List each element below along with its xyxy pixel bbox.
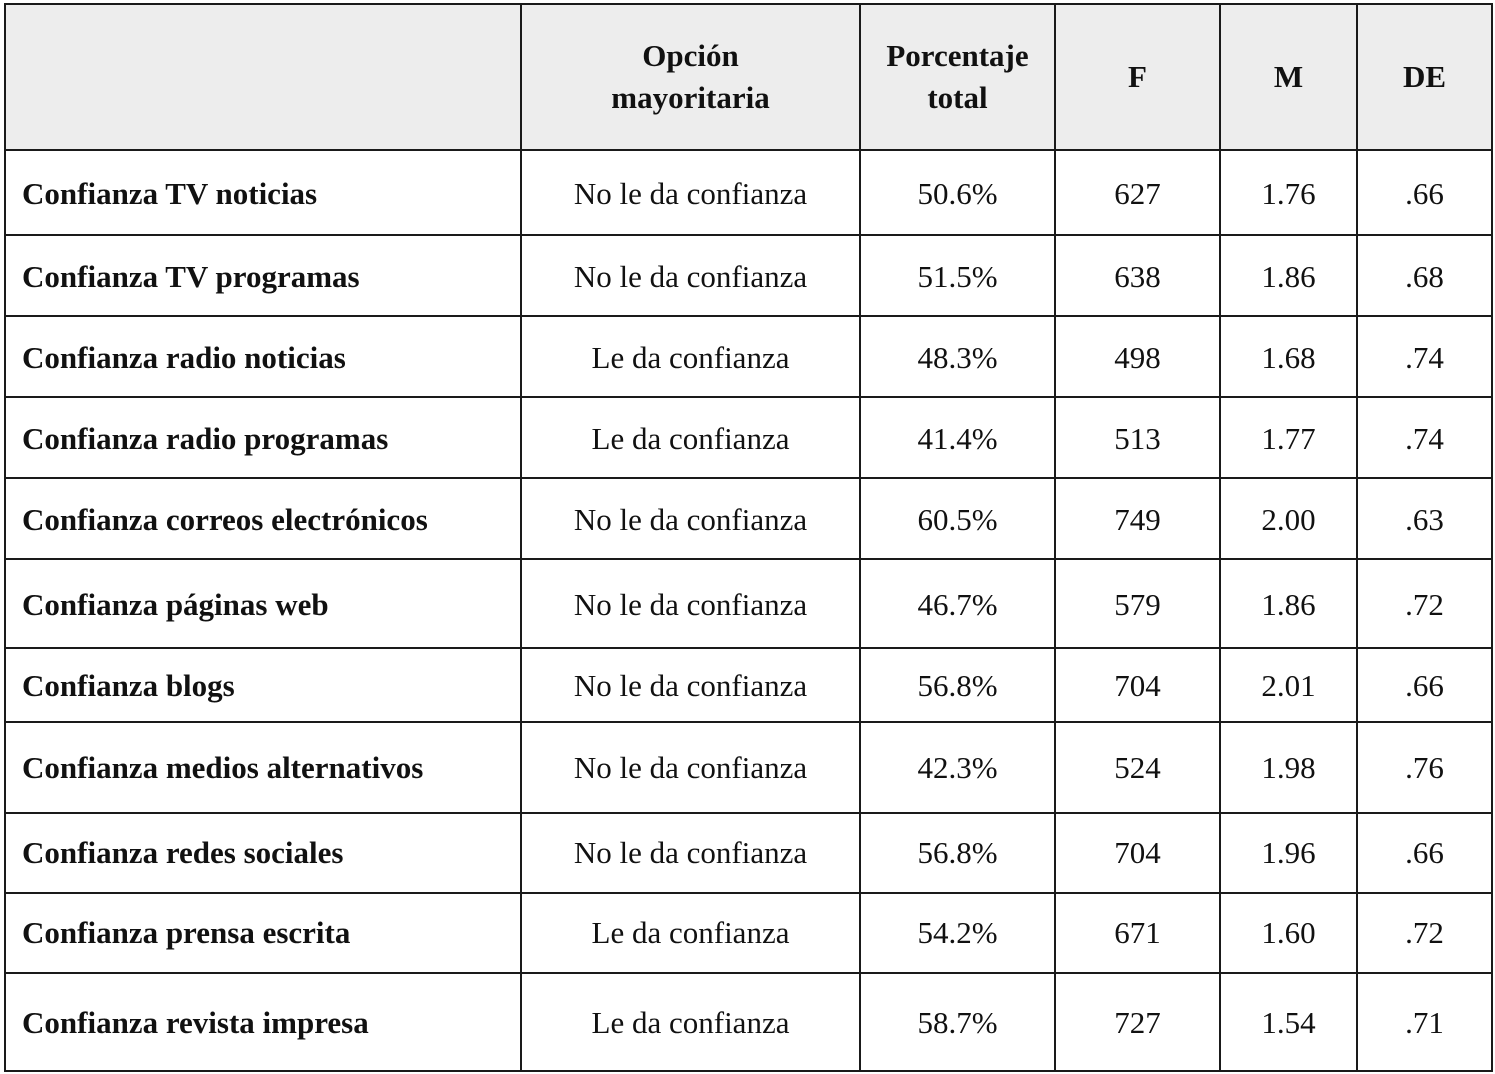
cell-de: .66 [1357,150,1492,235]
row-label: Confianza prensa escrita [5,893,521,973]
cell-f: 638 [1055,235,1220,316]
cell-de: .66 [1357,648,1492,722]
row-label: Confianza TV noticias [5,150,521,235]
cell-porcentaje: 54.2% [860,893,1055,973]
row-label: Confianza medios alternativos [5,722,521,813]
row-label: Confianza revista impresa [5,973,521,1071]
cell-m: 1.76 [1220,150,1357,235]
cell-m: 1.86 [1220,559,1357,648]
cell-m: 1.96 [1220,813,1357,893]
cell-f: 498 [1055,316,1220,397]
cell-f: 579 [1055,559,1220,648]
table-row [5,150,1492,235]
cell-m: 1.86 [1220,235,1357,316]
cell-f: 704 [1055,813,1220,893]
table-row [5,559,1492,648]
cell-m: 1.77 [1220,397,1357,478]
row-label: Confianza páginas web [5,559,521,648]
cell-porcentaje: 42.3% [860,722,1055,813]
cell-porcentaje: 51.5% [860,235,1055,316]
cell-opcion: No le da confianza [521,478,860,559]
cell-porcentaje: 58.7% [860,973,1055,1071]
cell-f: 671 [1055,893,1220,973]
header-m: M [1220,4,1357,150]
table-row [5,722,1492,813]
cell-opcion: No le da confianza [521,150,860,235]
row-label: Confianza correos electrónicos [5,478,521,559]
cell-m: 2.01 [1220,648,1357,722]
cell-f: 704 [1055,648,1220,722]
cell-m: 2.00 [1220,478,1357,559]
row-label: Confianza redes sociales [5,813,521,893]
cell-opcion: No le da confianza [521,559,860,648]
cell-opcion: Le da confianza [521,397,860,478]
cell-f: 627 [1055,150,1220,235]
cell-porcentaje: 46.7% [860,559,1055,648]
header-row [5,4,1492,150]
table-row [5,397,1492,478]
cell-porcentaje: 50.6% [860,150,1055,235]
header-opcion-mayoritaria: Opción mayoritaria [521,4,860,150]
cell-de: .74 [1357,316,1492,397]
cell-m: 1.68 [1220,316,1357,397]
cell-de: .66 [1357,813,1492,893]
cell-opcion: No le da confianza [521,235,860,316]
cell-porcentaje: 41.4% [860,397,1055,478]
row-label: Confianza TV programas [5,235,521,316]
cell-de: .74 [1357,397,1492,478]
cell-de: .72 [1357,559,1492,648]
cell-f: 749 [1055,478,1220,559]
table-row [5,893,1492,973]
cell-opcion: No le da confianza [521,722,860,813]
cell-opcion: Le da confianza [521,316,860,397]
header-de: DE [1357,4,1492,150]
cell-opcion: Le da confianza [521,973,860,1071]
table-row [5,813,1492,893]
cell-opcion: Le da confianza [521,893,860,973]
header-porcentaje-total: Porcentaje total [860,4,1055,150]
cell-porcentaje: 56.8% [860,648,1055,722]
header-empty [5,4,521,150]
cell-m: 1.98 [1220,722,1357,813]
cell-f: 727 [1055,973,1220,1071]
cell-f: 524 [1055,722,1220,813]
cell-de: .76 [1357,722,1492,813]
cell-porcentaje: 48.3% [860,316,1055,397]
cell-de: .63 [1357,478,1492,559]
cell-de: .72 [1357,893,1492,973]
confidence-table [4,3,1493,1072]
row-label: Confianza blogs [5,648,521,722]
table-row [5,973,1492,1071]
cell-de: .71 [1357,973,1492,1071]
table-row [5,478,1492,559]
table-row [5,235,1492,316]
row-label: Confianza radio noticias [5,316,521,397]
header-f: F [1055,4,1220,150]
cell-de: .68 [1357,235,1492,316]
cell-f: 513 [1055,397,1220,478]
table-row [5,648,1492,722]
cell-m: 1.54 [1220,973,1357,1071]
row-label: Confianza radio programas [5,397,521,478]
cell-porcentaje: 56.8% [860,813,1055,893]
cell-opcion: No le da confianza [521,813,860,893]
table-row [5,316,1492,397]
cell-opcion: No le da confianza [521,648,860,722]
cell-m: 1.60 [1220,893,1357,973]
cell-porcentaje: 60.5% [860,478,1055,559]
